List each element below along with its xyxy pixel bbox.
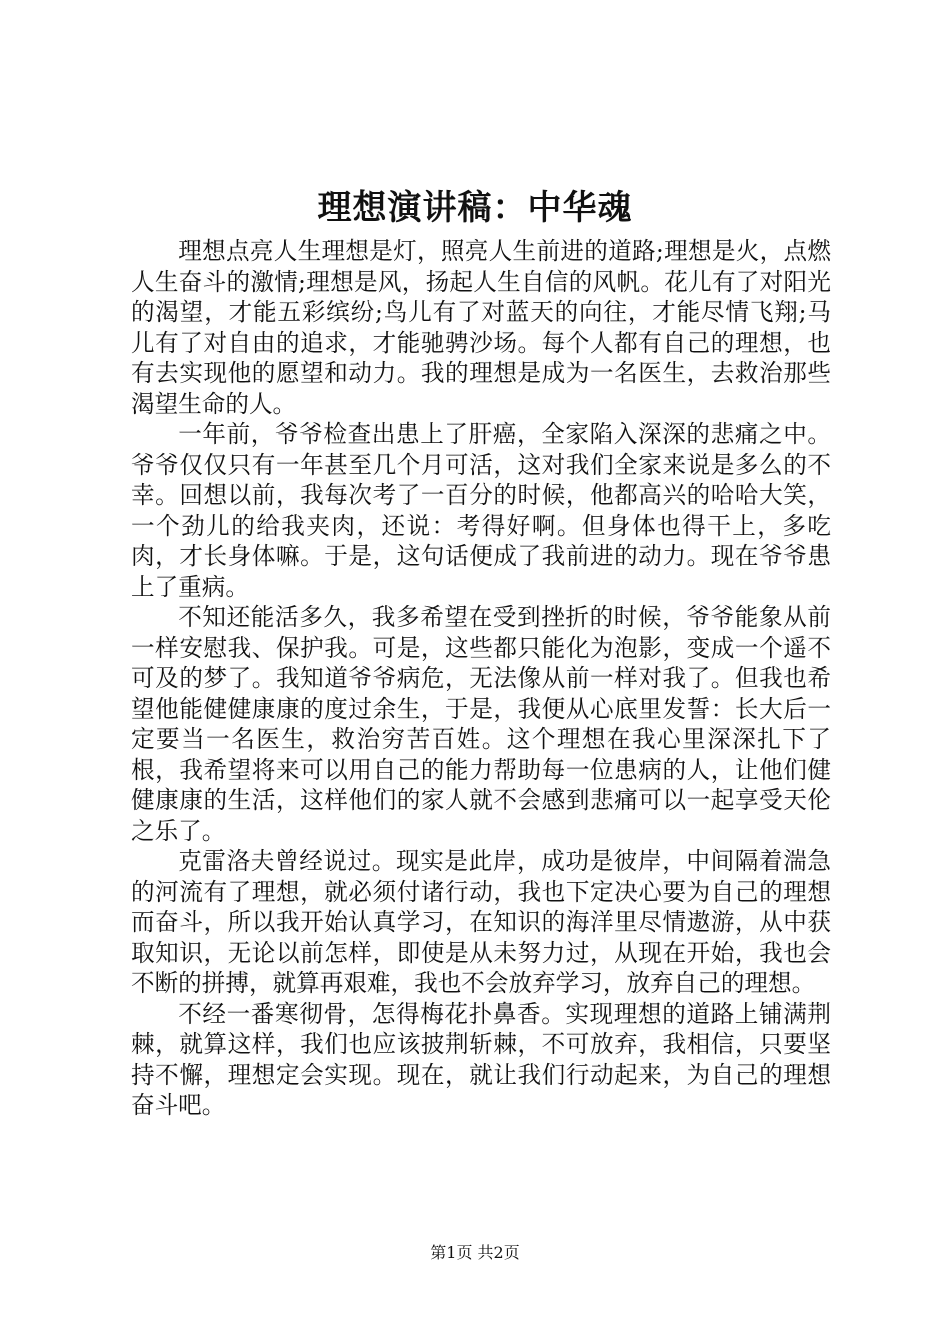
page-title: 理想演讲稿：中华魂: [317, 188, 633, 228]
paragraph-1: 理想点亮人生理想是灯，照亮人生前进的道路;理想是火，点燃人生奋斗的激情;理想是风，扬起人生自信的风帆。花儿有了对阳光的渴望，才能五彩缤纷;鸟儿有了对蓝天的向往，才能尽情飞翔;马儿有了对自由的追求，才能驰骋沙场。每个人都有自己的理想，也有去实现他的愿望和动力。我的理想是成为一名医生，去救治那些渴望生命的人。: [131, 237, 831, 418]
paragraph-5: 不经一番寒彻骨，怎得梅花扑鼻香。实现理想的道路上铺满荆棘，就算这样，我们也应该披荆斩棘，不可放弃，我相信，只要坚持不懈，理想定会实现。现在，就让我们行动起来，为自己的理想奋斗吧。: [131, 999, 831, 1119]
document-body: [131, 236, 831, 1121]
page-number-footer: 第1页 共2页: [430, 1243, 520, 1262]
paragraph-3: 不知还能活多久，我多希望在受到挫折的时候，爷爷能象从前一样安慰我、保护我。可是，这些都只能化为泡影，变成一个遥不可及的梦了。我知道爷爷病危，无法像从前一样对我了。但我也希望他能健健康康的度过余生，于是，我便从心底里发誓：长大后一定要当一名医生，救治穷苦百姓。这个理想在我心里深深扎下了根，我希望将来可以用自己的能力帮助每一位患病的人，让他们健健康康的生活，这样他们的家人就不会感到悲痛可以一起享受天伦之乐了。: [131, 603, 831, 845]
paragraph-2: 一年前，爷爷检查出患上了肝癌，全家陷入深深的悲痛之中。爷爷仅仅只有一年甚至几个月可活，这对我们全家来说是多么的不幸。回想以前，我每次考了一百分的时候，他都高兴的哈哈大笑，一个劲儿的给我夹肉，还说：考得好啊。但身体也得干上，多吃肉，才长身体嘛。于是，这句话便成了我前进的动力。现在爷爷患上了重病。: [131, 420, 831, 601]
paragraph-4: 克雷洛夫曾经说过。现实是此岸，成功是彼岸，中间隔着湍急的河流有了理想，就必须付诸行动，我也下定决心要为自己的理想而奋斗，所以我开始认真学习，在知识的海洋里尽情遨游，从中获取知识，无论以前怎样，即使是从未努力过，从现在开始，我也会不断的拼搏，就算再艰难，我也不会放弃学习，放弃自己的理想。: [131, 847, 831, 997]
